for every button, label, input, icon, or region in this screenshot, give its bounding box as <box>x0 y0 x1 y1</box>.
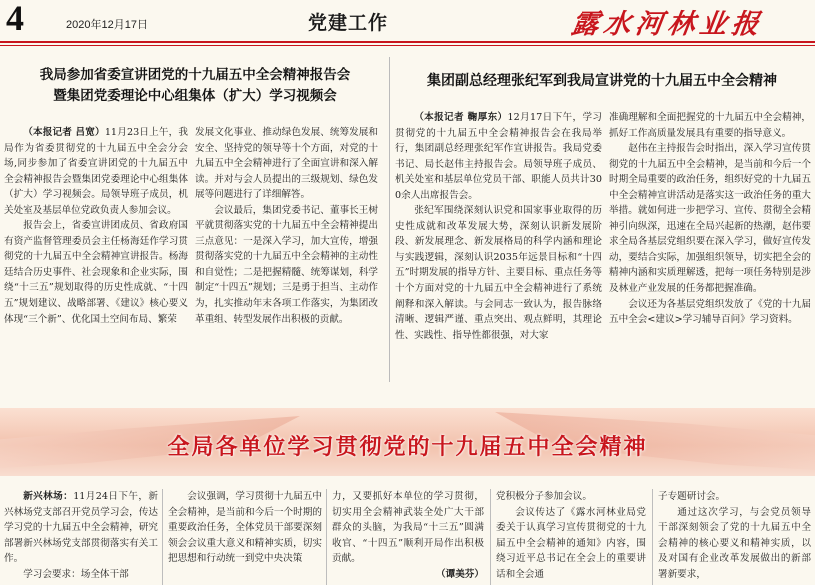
right-col1-text: 12月17日下午，学习贯彻党的十九届五中全会精神报告会在我局举行，集团副总经理张纪军作宣讲报告。我局党委书记、局长赵伟主持报告会。局领导班子成员、机关处室和基层单位党员干部、职能人员共计300余人出席报告会。 <box>395 112 602 201</box>
bottom-col3-credit: （谭美芬） <box>436 568 484 580</box>
bottom-col5-paragraph2: 通过这次学习，与会党员领导干部深刻领会了党的十九届五中全会精神的核心要义和精神实质，以及对国有企业改革发展做出的新部署新要求， <box>658 506 811 580</box>
bottom-col5-text: 子专题研讨会。 <box>658 491 726 502</box>
left-col1-paragraph2: 报告会上，省委宣讲团成员、省政府国有资产监督管理委员会主任杨海廷作学习贯彻党的十九届五中全会精神宣讲报告。杨海廷结合历史事件、社会现象和企业实际，围绕“十三五”规划取得的历史性成就、“十四五”规划建议、战略部署、《建议》核心要义体现“三个新”、优化国土空间布局、繁荣 <box>4 220 188 325</box>
right-byline: （本报记者 鞠厚东） <box>414 112 508 123</box>
bottom-col1-paragraph2: 学习会要求：场全体干部 <box>23 568 129 580</box>
bottom-col4-paragraph2: 会议传达了《露水河林业局党委关于认真学习宣传贯彻党的十九届五中全会精神的通知》内容，围绕习近平总书记在全会上的重要讲话和全会通 <box>496 506 646 580</box>
issue-date: 2020年12月17日 <box>66 19 148 31</box>
header-rule <box>0 41 815 43</box>
section-title: 党建工作 <box>308 12 389 34</box>
left-byline: （本报记者 吕宽） <box>23 127 105 138</box>
masthead-logo: 露水河林业报 <box>569 9 766 40</box>
bottom-col1-byline: 新兴林场： <box>23 491 74 502</box>
right-col2-paragraph3: 会议还为各基层党组织发放了《党的十九届五中全会<建议>学习辅导百问》学习资料。 <box>609 298 811 326</box>
column-divider <box>389 57 390 382</box>
left-article-col2 <box>195 125 378 405</box>
right-article-col2 <box>609 110 811 405</box>
left-article-col1 <box>4 125 188 405</box>
left-headline-line1: 我局参加省委宣讲团党的十九届五中全会精神报告会 <box>39 67 351 83</box>
bottom-col3-text: 力，又要抓好本单位的学习贯彻，切实用全会精神武装全处广大干部群众的头脑，为我局“十三五”圆满收官、“十四五”顺利开局作出积极贡献。 <box>332 491 484 565</box>
header-rule-thin <box>0 45 815 46</box>
bottom-col-2 <box>168 489 322 585</box>
bottom-divider-1 <box>162 489 163 585</box>
right-article-col1 <box>395 110 602 405</box>
bottom-divider-4 <box>652 489 653 585</box>
page-number: 4 <box>6 0 24 38</box>
left-article-headline <box>0 65 390 107</box>
bottom-col1-text: 11月24日下午，新兴林场党支部召开党员学习会，传达学习党的十九届五中全会精神，研究部署新兴林场党支部贯彻落实有关工作。 <box>4 491 158 565</box>
right-article-headline: 集团副总经理张纪军到我局宣讲党的十九届五中全会精神 <box>427 73 777 89</box>
bottom-col4-text: 党积极分子参加会议。 <box>496 491 592 502</box>
bottom-col-1 <box>4 489 158 585</box>
bottom-divider-2 <box>326 489 327 585</box>
left-col1-text: 11月23日上午，我局作为省委贯彻党的十九届五中全会分会场,同步参加了省委宣讲团党的十九届五中全会精神报告会暨集团党委理论中心组集体（扩大）学习视频会。局领导班子成员，机关处室及基层单位党政负责人参加会议。 <box>4 127 188 216</box>
bottom-col-3 <box>332 489 484 585</box>
left-col2-paragraph2: 会议最后，集团党委书记、董事长王树平就贯彻落实党的十九届五中全会精神提出三点意见：一是深入学习，加大宣传，增强贯彻落实党的十九届五中全会精神的主动性和自觉性；二是把握精髓、统筹谋划，科学制定“十四五”规划；三是勇于担当、主动作为，扎实推动年末各项工作落实，为集团改革重组、转型发展作出积极的贡献。 <box>195 204 378 325</box>
bottom-col-5 <box>658 489 811 585</box>
right-col1-paragraph2: 张纪军围绕深刻认识党和国家事业取得的历史性成就和改革发展大势，深刻认识新发展阶段、新发展理念、新发展格局的科学内涵和理论与实践逻辑，深刻认识2035年远景目标和“十四五”时期发展的指导方针、主要目标、重点任务等十个方面对党的十九届五中全会精神进行了系统阐释和深入解读。与会同志一致认为，报告脉络清晰、逻辑严谨、重点突出、观点鲜明，其理论性、实践性、指导性都很强，对大家 <box>395 205 602 341</box>
section-banner <box>0 408 815 476</box>
bottom-col-4 <box>496 489 646 585</box>
right-col2-paragraph1: 准确理解和全面把握党的十九届五中全会精神，抓好工作高质量发展具有重要的指导意义。 <box>609 112 811 139</box>
bottom-divider-3 <box>490 489 491 585</box>
left-headline-line2: 暨集团党委理论中心组集体（扩大）学习视频会 <box>53 88 337 104</box>
bottom-col2-text: 会议强调，学习贯彻十九届五中全会精神，是当前和今后一个时期的重要政治任务，全体党员干部要深刻领会会议重大意义和精神实质，切实把思想和行动统一到党中央决策 <box>168 491 322 565</box>
right-col2-paragraph2: 赵伟在主持报告会时指出，深入学习宣传贯彻党的十九届五中全会精神，是当前和今后一个时期全局重要的政治任务，组织好党的十九届五中全会精神宣讲活动是落实这一政治任务的重大举措。就如何进一步把学习、宣传、贯彻全会精神引向纵深，迅速在全局兴起新的热潮，赵伟要求全局各基层党组织要在深入学习，做好宣传发动，要结合实际，加强组织领导，切实把全会的精神内涵和实质理解透，把每一项任务特别是涉及林业产业发展的任务都把握准确。 <box>609 143 811 295</box>
banner-title: 全局各单位学习贯彻党的十九届五中全会精神 <box>167 435 648 460</box>
left-col2-paragraph1: 发展文化事业、推动绿色发展、统筹发展和安全、坚持党的领导等十个方面，对党的十九届五中全会精神进行了全面宣讲和深入解读。并对与会人员提出的三级规划、绿色发展等问题进行了详细解答。 <box>195 127 378 201</box>
